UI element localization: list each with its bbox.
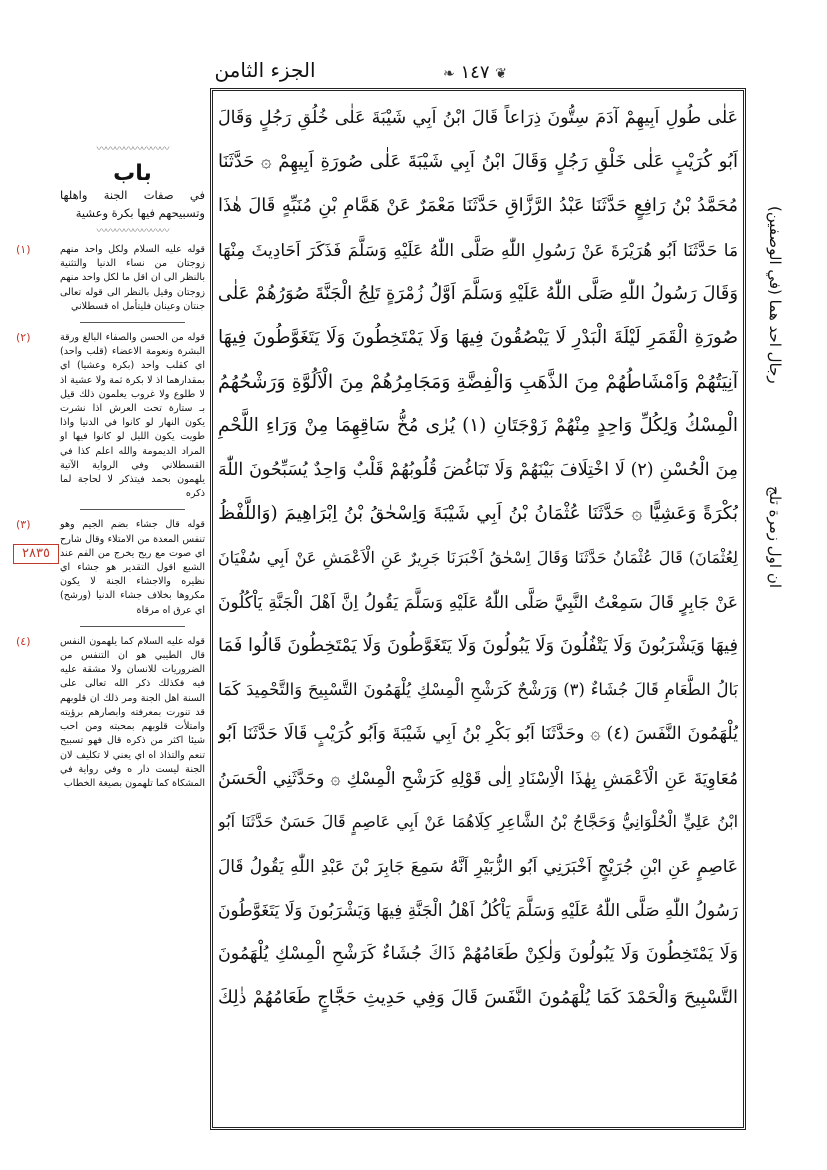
text-line: مَا حَدَّثَنَا اَبُو هُرَيْرَةَ عَنْ رَسُولِ اللّٰهِ صَلَّى اللّٰهُ عَلَيْهِ وَسَلَّمَ فَذَكَرَ اَحَادِيثَ مِنْهَا xyxy=(218,240,738,260)
text-line: مِنَ الْحُسْنِ (٢) لَا اخْتِلَافَ بَيْنَهُمْ وَلَا تَبَاغُضَ قُلُوبُهُمْ قَلْبٌ وَاحِدٌ يُسَبِّحُونَ اللّٰهَ xyxy=(218,460,738,480)
chapter-title: في صفات الجنة واهلها وتسبيحهم فيها بكرة وعشية xyxy=(60,188,205,220)
text-line: صُورَةِ الْقَمَرِ لَيْلَةَ الْبَدْرِ لَا يَبْصُقُونَ فِيهَا وَلَا يَمْتَخِطُونَ وَلَا يَتَغَوَّطُونَ فِيهَا xyxy=(218,327,738,348)
volume-title: الجزء الثامن xyxy=(214,58,316,82)
main-text xyxy=(218,96,738,1122)
text-line: عَنْ جَابِرٍ قَالَ سَمِعْتُ النَّبِيَّ صَلَّى اللّٰهُ عَلَيْهِ وَسَلَّمَ يَقُولُ اِنَّ اَهْلَ الْجَنَّةِ يَاْكُلُونَ xyxy=(218,592,738,612)
footnote xyxy=(16,634,205,791)
footnote-text: قوله عليه السلام كما يلهمون النفس قال الطيبي هو ان التنفس من الضروريات للانسان ولا مشقة عليه فيه فكذلك ذكر الله تعالى على السنة اهل الجنة ومر ذلك ان قلوبهم قد تنورت بمعرفته وابصارهم برؤيته وامتلأت قلوبهم بمحبته ومن احب شيئا اكثر من ذكره قال فهو تسبيح تنعم والتذاذ اه اي يعني لا تكليف لان الجنة ليست دار ه وفي رواية في المشكاة كما تلهمون بصيغة الخطاب xyxy=(60,635,205,789)
text-line: عَلٰى طُولِ اَبِيهِمْ آدَمَ سِتُّونَ ذِرَاعاً قَالَ ابْنُ اَبِي شَيْبَةَ عَلٰى خُلُقِ رَجُلٍ وَقَالَ xyxy=(218,108,738,128)
ornament-right-icon: ❦ xyxy=(495,66,507,82)
text-line: رَسُولُ اللّٰهِ صَلَّى اللّٰهُ عَلَيْهِ وَسَلَّمَ يَاْكُلُ اَهْلُ الْجَنَّةِ فِيهَا وَيَشْرَبُونَ وَلَا يَتَغَوَّطُونَ xyxy=(218,900,738,920)
right-margin xyxy=(752,96,802,596)
footnote xyxy=(16,331,205,501)
text-line: آنِيَتُهُمْ وَاَمْشَاطُهُمْ مِنَ الذَّهَبِ وَالْفِضَّةِ وَمَجَامِرُهُمْ مِنَ الْاَلُوَّةِ وَرَشْحُهُمُ xyxy=(218,371,738,393)
side-note-1: رجال احد هما (في الوصفين) xyxy=(766,206,784,384)
divider-wave: 〰〰〰〰〰〰〰〰 xyxy=(96,144,169,155)
footnote-separator xyxy=(80,626,185,627)
footnote-number: (٣) xyxy=(16,518,31,532)
page-number xyxy=(410,62,540,83)
text-line: ابْنُ عَلِيٍّ الْحُلْوَانِيُّ وَحَجَّاجُ بْنُ الشَّاعِرِ كِلَاهُمَا عَنْ اَبِي عَاصِمٍ قَالَ حَسَنٌ حَدَّثَنَا اَبُو xyxy=(218,812,738,831)
footnote xyxy=(16,243,205,314)
footnote-number: (١) xyxy=(16,243,31,256)
footnote-number: (٢) xyxy=(16,331,31,345)
footnote-number: (٤) xyxy=(16,634,31,648)
text-line: يُلْهَمُونَ النَّفَسَ (٤) ۞ وحَدَّثَنَا اَبُو بَكْرِ بْنُ اَبِي شَيْبَةَ وَاَبُو كُرَيْبٍ قَالَا حَدَّثَنَا اَبُو xyxy=(218,724,738,744)
text-line: فِيهَا وَيَشْرَبُونَ وَلَا يَتْفُلُونَ وَلَا يَبُولُونَ وَلَا يَتَغَوَّطُونَ وَلَا يَمْتَخِطُونَ قَالُوا فَمَا xyxy=(218,635,738,656)
text-line: بُكْرَةً وَعَشِيًّا ۞ حَدَّثَنَا عُثْمَانُ بْنُ اَبِي شَيْبَةَ وَاِسْحٰقُ بْنُ اِبْرَاهِيمَ (وَاللَّفْظُ xyxy=(218,503,738,524)
text-line: عَاصِمٍ عَنِ ابْنِ جُرَيْجٍ اَخْبَرَنِي اَبُو الزُّبَيْرِ اَنَّهُ سَمِعَ جَابِرَ بْنَ عَبْدِ اللّٰهِ يَقُولُ قَالَ xyxy=(218,856,738,876)
text-line: وَلَا يَمْتَخِطُونَ وَلَا يَبُولُونَ وَلٰكِنْ طَعَامُهُمْ ذَاكَ جُشَاءٌ كَرَشْحِ الْمِسْكِ يُلْهَمُونَ xyxy=(218,944,738,964)
footnote-separator xyxy=(80,509,185,510)
text-line: التَّسْبِيحَ وَالْحَمْدَ كَمَا يُلْهَمُونَ النَّفَسَ قَالَ وَفِي حَدِيثِ حَجَّاجٍ طَعَامُهُمْ ذٰلِكَ xyxy=(218,987,738,1008)
footnote-text: قوله من الحسن والصفاء البالغ ورقة البشرة ونعومة الاعضاء (قلب واحد) اي كقلب واحد (بكرة وعشيا) اي بمقدارهما اذ لا بكرة ثمة ولا عشية اذ لا طلوع ولا غروب يعلمون ذلك قيل بـ ستارة تحت العرش اذا نشرت يكون النهار لو كانوا في الدنيا واذا طويت يكون الليل لو كانوا فيها او المراد الديمومة والله اعلم كذا في القسطلاني وفي الرواية الآتية يلهمون بحمد فيتذكر لا لحاجة لما ذكره xyxy=(60,332,205,500)
footnote-separator xyxy=(80,322,185,323)
divider-wave: 〰〰〰〰〰〰〰〰 xyxy=(96,226,169,237)
footnote-text: قوله قال جشاء بضم الجيم وهو تنفس المعدة من الامتلاء وقال شارح اي صوت مع ريح يخرج من الفم عند الشبع اقول التقدير هو جشاء اي نظيره والاجشاء الجنة لا يكون مكروها بخلاف جشاء الدنيا (ورشح) اي عرق اه مرقاة xyxy=(60,519,205,616)
chapter-head: باب xyxy=(113,161,152,186)
text-line: مُعَاوِيَةَ عَنِ الْاَعْمَشِ بِهٰذَا الْاِسْنَادِ اِلٰى قَوْلِهِ كَرَشْحِ الْمِسْكِ ۞ وحَدَّثَنِي الْحَسَنُ xyxy=(218,768,738,788)
text-line: مُحَمَّدُ بْنُ رَافِعٍ حَدَّثَنَا عَبْدُ الرَّزَّاقِ حَدَّثَنَا مَعْمَرٌ عَنْ هَمَّامِ بْنِ مُنَبِّهٍ قَالَ هٰذَا xyxy=(218,195,738,216)
text-line: الْمِسْكُ وَلِكُلِّ وَاحِدٍ مِنْهُمْ زَوْجَتَانِ (١) يُرٰى مُخُّ سَاقِهِمَا مِنْ وَرَاءِ اللَّحْمِ xyxy=(218,415,738,436)
ornament-left-icon: ❧ xyxy=(443,66,455,82)
footnote-text: قوله عليه السلام ولكل واحد منهم زوجتان من نساء الدنيا والتثنية بالنظر الى ان اقل ما لكل واحد منهم زوجتان وقيل بالنظر الى قوله تعالى جنتان وعينان فليتأمل اه قسطلاني xyxy=(60,244,205,312)
text-line: اَبُو كُرَيْبٍ عَلٰى خَلْقِ رَجُلٍ وَقَالَ ابْنُ اَبِي شَيْبَةَ عَلٰى صُورَةِ اَبِيهِمْ ۞ حَدَّثَنَا xyxy=(218,151,738,172)
hadith-number-box: ٢٨٣٥ xyxy=(13,544,59,564)
page-number-value: ١٤٧ xyxy=(460,62,490,83)
side-note-2: ان اول زمرة تلج xyxy=(766,486,784,589)
text-line: لِعُثْمَانَ) قَالَ عُثْمَانُ حَدَّثَنَا وَقَالَ اِسْحٰقُ اَخْبَرَنَا جَرِيرٌ عَنِ الْاَعْمَشِ عَنْ اَبِي سُفْيَانَ xyxy=(218,548,738,567)
text-line: وَقَالَ رَسُولُ اللّٰهِ صَلَّى اللّٰهُ عَلَيْهِ وَسَلَّمَ اَوَّلُ زُمْرَةٍ تَلِجُ الْجَنَّةَ صُوَرُهُمْ عَلٰى xyxy=(218,283,738,304)
text-line: بَالُ الطَّعَامِ قَالَ جُشَاءٌ (٣) وَرَشْحٌ كَرَشْحِ الْمِسْكِ يُلْهَمُونَ التَّسْبِيحَ وَالتَّحْمِيدَ كَمَا xyxy=(218,680,738,699)
